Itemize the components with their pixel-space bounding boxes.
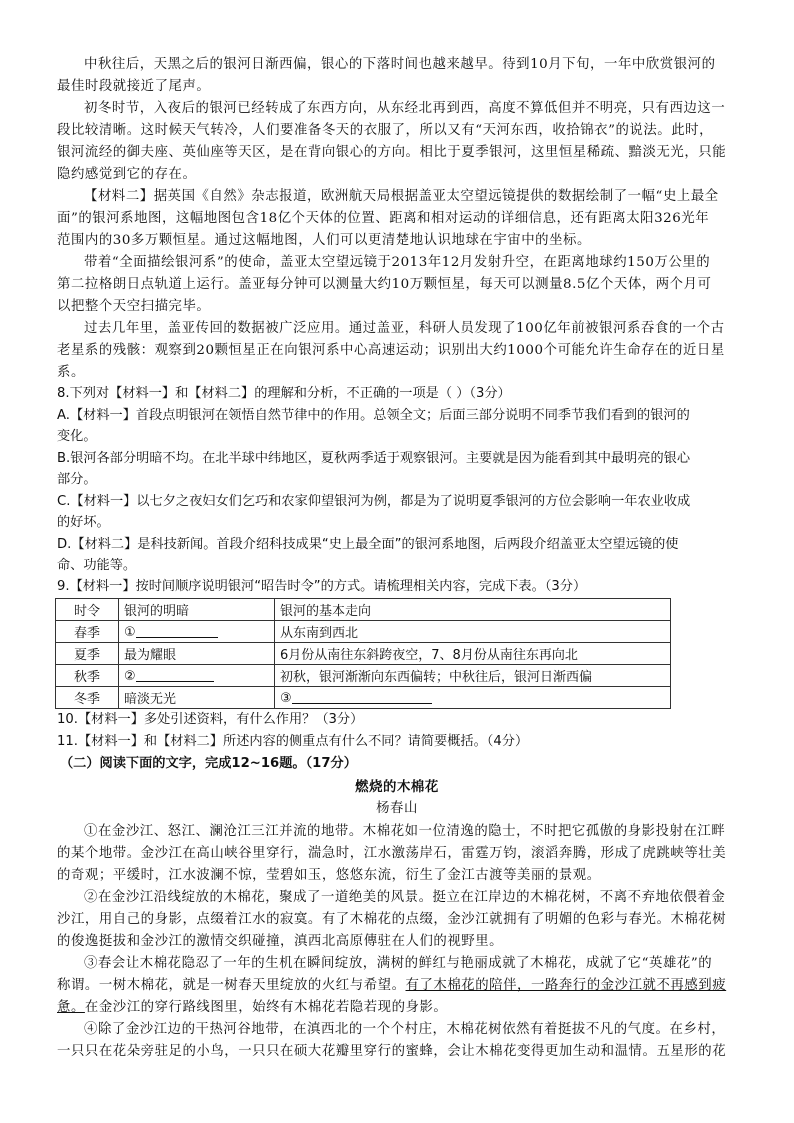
paragraph-line: ②在金沙江沿线绽放的木棉花，聚成了一道绝美的风景。挺立在江岸边的木棉花树，不离不弃地依偎着金 (84, 890, 726, 905)
question-11: 11.【材料一】和【材料二】所述内容的侧重点有什么不同？请简要概括。（4分） (57, 734, 529, 749)
option-a: A.【材料一】首段点明银河在领悟自然节律中的作用。总领全文；后面三部分说明不同季节我们看到的银河的 (57, 408, 690, 423)
underlined-sentence: 惫。 (57, 1000, 85, 1015)
answer-blank-3[interactable] (292, 689, 432, 704)
paragraph-line: 【材料二】据英国《自然》杂志报道，欧洲航天局根据盖亚太空望远镜提供的数据绘制了一幅“史上最全 (84, 189, 719, 204)
table-cell (119, 621, 275, 643)
paragraph-line: 带着“全面描绘银河系”的使命，盖亚太空望远镜于2013年12月发射升空，在距离地球约150万公里的 (84, 255, 711, 270)
paragraph-line: 隐约感觉到它的存在。 (57, 167, 197, 182)
paragraph-line: 初冬时节，入夜后的银河已经转成了东西方向，从东经北再到西，高度不算低但并不明亮，只有西边这一 (84, 101, 726, 116)
paragraph-line (57, 998, 447, 1018)
question-10: 10.【材料一】多处引述资料，有什么作用？（3分） (57, 712, 364, 727)
paragraph-line: ①在金沙江、怒江、澜沧江三江并流的地带。木棉花如一位清逸的隐士，不时把它孤傲的身影投射在江畔 (84, 824, 726, 839)
paragraph-line: 范围内的30多万颗恒星。通过这幅地图，人们可以更清楚地认识地球在宇宙中的坐标。 (57, 233, 591, 248)
question-9: 9.【材料一】按时间顺序说明银河“昭告时令”的方式。请梳理相关内容，完成下表。（3分） (57, 579, 587, 594)
paragraph-line: 的俊逸挺拔和金沙江的激情交织碰撞，滇西北高原傳驻在人们的视野里。 (57, 934, 504, 949)
paragraph-line: 的奇观；平缓时，江水波澜不惊，莹碧如玉，悠悠东流，衍生了金江古渡等美丽的景观。 (57, 868, 601, 883)
option-a-cont: 变化。 (57, 429, 97, 444)
paragraph-line: 第二拉格朗日点轨道上运行。盖亚每分钟可以测量大约10万颗恒星，每天可以测量8.5亿个天体，两个月可 (57, 277, 712, 292)
paragraph-line: ③春会让木棉花隐忍了一年的生机在瞬间绽放，满树的鲜红与艳丽成就了木棉花，成就了它“英雄花”的 (84, 956, 713, 971)
option-b-cont: 部分。 (57, 472, 97, 487)
option-d: D.【材料二】是科技新闻。首段介绍科技成果“史上最全面”的银河系地图，后两段介绍盖亚太空望远镜的使 (57, 537, 679, 552)
table-row (56, 621, 671, 643)
paragraph-line: 最佳时段就接近了尾声。 (57, 79, 211, 94)
sentence: 在金沙江的穿行路线图里，始终有木棉花若隐若现的身影。 (84, 1000, 448, 1015)
table-header-row (56, 599, 671, 621)
table-row (56, 643, 671, 665)
paragraph-line: 系。 (57, 365, 85, 380)
sentence: 称谓。一树木棉花，就是一树春天里绽放的火红与希望。 (57, 978, 406, 993)
question-8: 8.下列对【材料一】和【材料二】的理解和分析，不正确的一项是（ ）（3分） (57, 386, 511, 401)
answer-blank-2[interactable] (136, 667, 214, 682)
paragraph-line: 以把整个天空扫描完毕。 (57, 299, 211, 314)
table-cell: 秋季 (56, 665, 119, 687)
paragraph-line: 面”的银河系地图，这幅地图包含18亿个天体的位置、距离和相对运动的详细信息，还有距离太阳326光年 (57, 211, 710, 226)
answer-marker: ③ (280, 691, 292, 706)
paragraph-line: 沙江，用自己的身影，点缀着江水的寂寞。有了木棉花的点缀，金沙江就拥有了明媚的色彩与春光。木棉花树 (57, 912, 727, 927)
option-b: B.银河各部分明暗不均。在北半球中纬地区，夏秋两季适于观察银河。主要就是因为能看到其中最明亮的银心 (57, 451, 691, 466)
table-cell: 最为耀眼 (119, 643, 275, 665)
paragraph-line: 老星系的残骸：观察到20颗恒星正在向银河系中心高速运动；识别出大约1000个可能允许生命存在的近日星 (57, 343, 725, 358)
table-header: 时令 (56, 599, 119, 621)
underlined-sentence: 有了木棉花的陪伴，一路奔行的金沙江就不再感到疲 (405, 978, 727, 993)
table-cell: 初秋，银河渐渐向东西偏转；中秋往后，银河日渐西偏 (275, 665, 671, 687)
paragraph-line: 的某个地带。金沙江在高山峡谷里穿行，湍急时，江水激荡岸石，雷霆万钧，滚滔奔腾，形成了虎跳峡等壮美 (57, 846, 727, 861)
season-table (55, 598, 671, 709)
table-cell: 夏季 (56, 643, 119, 665)
table-cell (119, 665, 275, 687)
paragraph-line: ④除了金沙江边的干热河谷地带，在滇西北的一个个村庄，木棉花树依然有着挺拔不凡的气度。在乡村， (84, 1022, 726, 1037)
table-cell (275, 687, 671, 709)
option-d-cont: 命、功能等。 (57, 558, 137, 573)
answer-blank-1[interactable] (136, 623, 218, 638)
answer-marker: ① (124, 625, 136, 640)
table-header: 银河的基本走向 (275, 599, 671, 621)
table-cell: 暗淡无光 (119, 687, 275, 709)
section-heading: （二）阅读下面的文字，完成12~16题。（17分） (60, 756, 357, 771)
answer-marker: ② (124, 669, 136, 684)
table-row (56, 665, 671, 687)
paragraph-line: 过去几年里，盖亚传回的数据被广泛应用。通过盖亚，科研人员发现了100亿年前被银河系吞食的一个古 (84, 321, 725, 336)
table-header: 银河的明暗 (119, 599, 275, 621)
table-cell: 冬季 (56, 687, 119, 709)
table-cell: 从东南到西北 (275, 621, 671, 643)
option-c-cont: 的好坏。 (57, 515, 110, 530)
table-cell: 6月份从南往东斜跨夜空，7、8月份从南往东再向北 (275, 643, 671, 665)
paragraph-line: 中秋往后，天黑之后的银河日渐西偏，银心的下落时间也越来越早。待到10月下旬，一年中欣赏银河的 (84, 57, 716, 72)
table-cell: 春季 (56, 621, 119, 643)
paragraph-line: 段比较清晰。这时候天气转冷，人们要准备冬天的衣服了，所以又有“天河东西，收拾锦衣”的说法。此时， (57, 123, 714, 138)
article-author: 杨春山 (376, 801, 418, 816)
table-row (56, 687, 671, 709)
paragraph-line: 一只只在花朵旁驻足的小鸟，一只只在硕大花瓣里穿行的蜜蜂，会让木棉花变得更加生动和温情。五星形的花 (57, 1044, 727, 1059)
option-c: C.【材料一】以七夕之夜妇女们乞巧和农家仰望银河为例，都是为了说明夏季银河的方位会影响一年农业收成 (57, 494, 691, 509)
paragraph-line: 银河流经的御夫座、英仙座等天区，是在背向银心的方向。相比于夏季银河，这里恒星稀疏、黯淡无光，只能 (57, 145, 727, 160)
paragraph-line (57, 976, 726, 996)
article-title: 燃烧的木棉花 (355, 779, 439, 795)
